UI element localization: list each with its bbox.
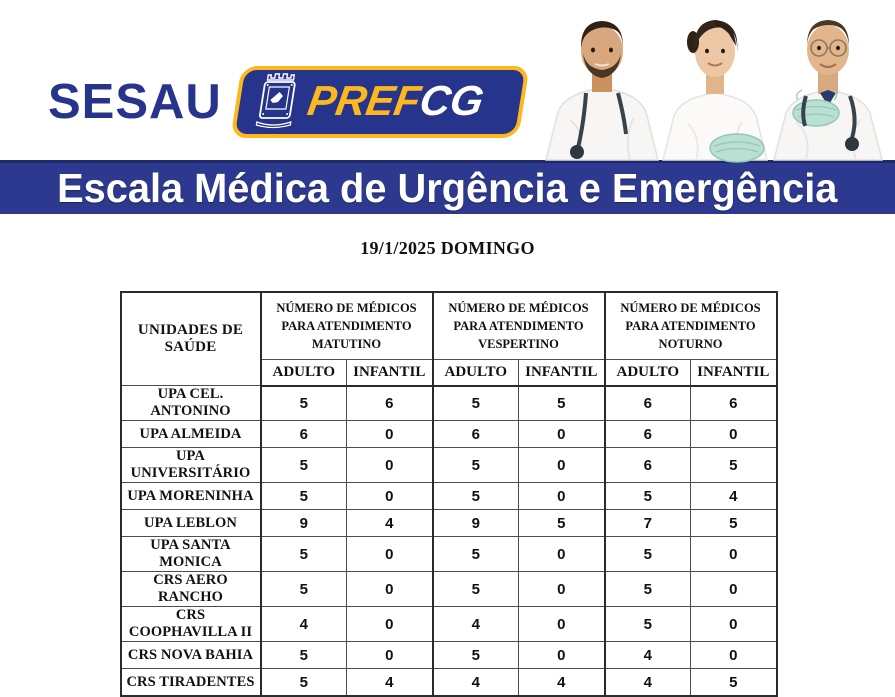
count-cell: 5	[433, 483, 519, 510]
count-cell: 5	[261, 483, 347, 510]
unit-name: UPA LEBLON	[121, 510, 261, 537]
campo-grande-crest-icon	[249, 70, 305, 135]
schedule-table	[120, 291, 778, 697]
count-cell: 5	[691, 669, 777, 696]
subheader-infantil: INFANTIL	[691, 360, 777, 386]
unit-name: UPA ALMEIDA	[121, 421, 261, 448]
schedule-table-wrap	[120, 291, 776, 697]
count-cell: 0	[519, 607, 605, 642]
count-cell: 4	[433, 607, 519, 642]
logo-row	[48, 66, 524, 138]
count-cell: 6	[605, 421, 691, 448]
group-header-vespertino: NÚMERO DE MÉDICOS PARA ATENDIMENTO VESPERTINO	[433, 292, 605, 360]
count-cell: 6	[261, 421, 347, 448]
count-cell: 5	[519, 386, 605, 421]
count-cell: 5	[691, 448, 777, 483]
count-cell: 4	[605, 642, 691, 669]
unit-name: CRS AERO RANCHO	[121, 572, 261, 607]
count-cell: 0	[347, 421, 433, 448]
unit-name: UPA CEL. ANTONINO	[121, 386, 261, 421]
count-cell: 5	[261, 669, 347, 696]
count-cell: 5	[433, 642, 519, 669]
count-cell: 4	[261, 607, 347, 642]
count-cell: 0	[519, 483, 605, 510]
count-cell: 4	[691, 483, 777, 510]
group-header-row	[121, 292, 777, 360]
count-cell: 0	[691, 572, 777, 607]
subheader-adulto: ADULTO	[605, 360, 691, 386]
table-row	[121, 669, 777, 696]
table-row	[121, 537, 777, 572]
group-header-noturno: NÚMERO DE MÉDICOS PARA ATENDIMENTO NOTURNO	[605, 292, 777, 360]
unit-column-header: UNIDADES DE SAÚDE	[121, 292, 261, 386]
count-cell: 5	[433, 386, 519, 421]
date-heading: 19/1/2025 DOMINGO	[360, 238, 535, 258]
count-cell: 5	[605, 537, 691, 572]
count-cell: 5	[519, 510, 605, 537]
count-cell: 0	[347, 448, 433, 483]
count-cell: 0	[519, 448, 605, 483]
subheader-adulto: ADULTO	[433, 360, 519, 386]
count-cell: 5	[605, 483, 691, 510]
count-cell: 5	[433, 572, 519, 607]
unit-name: UPA MORENINHA	[121, 483, 261, 510]
count-cell: 0	[347, 537, 433, 572]
count-cell: 5	[433, 537, 519, 572]
page-title: Escala Médica de Urgência e Emergência	[57, 165, 838, 211]
table-row	[121, 448, 777, 483]
subheader-infantil: INFANTIL	[347, 360, 433, 386]
count-cell: 5	[261, 537, 347, 572]
header	[0, 0, 895, 160]
count-cell: 0	[519, 537, 605, 572]
count-cell: 0	[691, 642, 777, 669]
count-cell: 5	[261, 386, 347, 421]
unit-name: CRS TIRADENTES	[121, 669, 261, 696]
count-cell: 0	[691, 537, 777, 572]
count-cell: 5	[261, 572, 347, 607]
count-cell: 0	[347, 483, 433, 510]
count-cell: 4	[347, 669, 433, 696]
doctors-photo	[530, 0, 895, 160]
title-banner	[0, 160, 895, 214]
prefcg-wordmark: PREFCG	[304, 77, 487, 124]
count-cell: 6	[605, 386, 691, 421]
sesau-logo: SESAU	[48, 75, 222, 129]
count-cell: 0	[519, 421, 605, 448]
count-cell: 6	[605, 448, 691, 483]
count-cell: 6	[347, 386, 433, 421]
count-cell: 6	[691, 386, 777, 421]
count-cell: 9	[433, 510, 519, 537]
table-row	[121, 483, 777, 510]
count-cell: 7	[605, 510, 691, 537]
group-header-matutino: NÚMERO DE MÉDICOS PARA ATENDIMENTO MATUTINO	[261, 292, 433, 360]
count-cell: 4	[347, 510, 433, 537]
count-cell: 0	[347, 642, 433, 669]
table-row	[121, 386, 777, 421]
unit-name: CRS COOPHAVILLA II	[121, 607, 261, 642]
count-cell: 5	[261, 448, 347, 483]
unit-name: UPA UNIVERSITÁRIO	[121, 448, 261, 483]
count-cell: 0	[347, 572, 433, 607]
count-cell: 0	[691, 607, 777, 642]
subheader-adulto: ADULTO	[261, 360, 347, 386]
count-cell: 4	[519, 669, 605, 696]
unit-name: UPA SANTA MONICA	[121, 537, 261, 572]
count-cell: 9	[261, 510, 347, 537]
subheader-infantil: INFANTIL	[519, 360, 605, 386]
unit-name: CRS NOVA BAHIA	[121, 642, 261, 669]
count-cell: 4	[605, 669, 691, 696]
table-row	[121, 421, 777, 448]
count-cell: 6	[433, 421, 519, 448]
count-cell: 5	[605, 607, 691, 642]
count-cell: 5	[433, 448, 519, 483]
count-cell: 5	[261, 642, 347, 669]
count-cell: 5	[691, 510, 777, 537]
table-row	[121, 572, 777, 607]
count-cell: 5	[605, 572, 691, 607]
table-row	[121, 642, 777, 669]
table-row	[121, 607, 777, 642]
table-row	[121, 510, 777, 537]
prefcg-badge	[230, 66, 529, 138]
count-cell: 4	[433, 669, 519, 696]
count-cell: 0	[347, 607, 433, 642]
count-cell: 0	[691, 421, 777, 448]
count-cell: 0	[519, 642, 605, 669]
count-cell: 0	[519, 572, 605, 607]
